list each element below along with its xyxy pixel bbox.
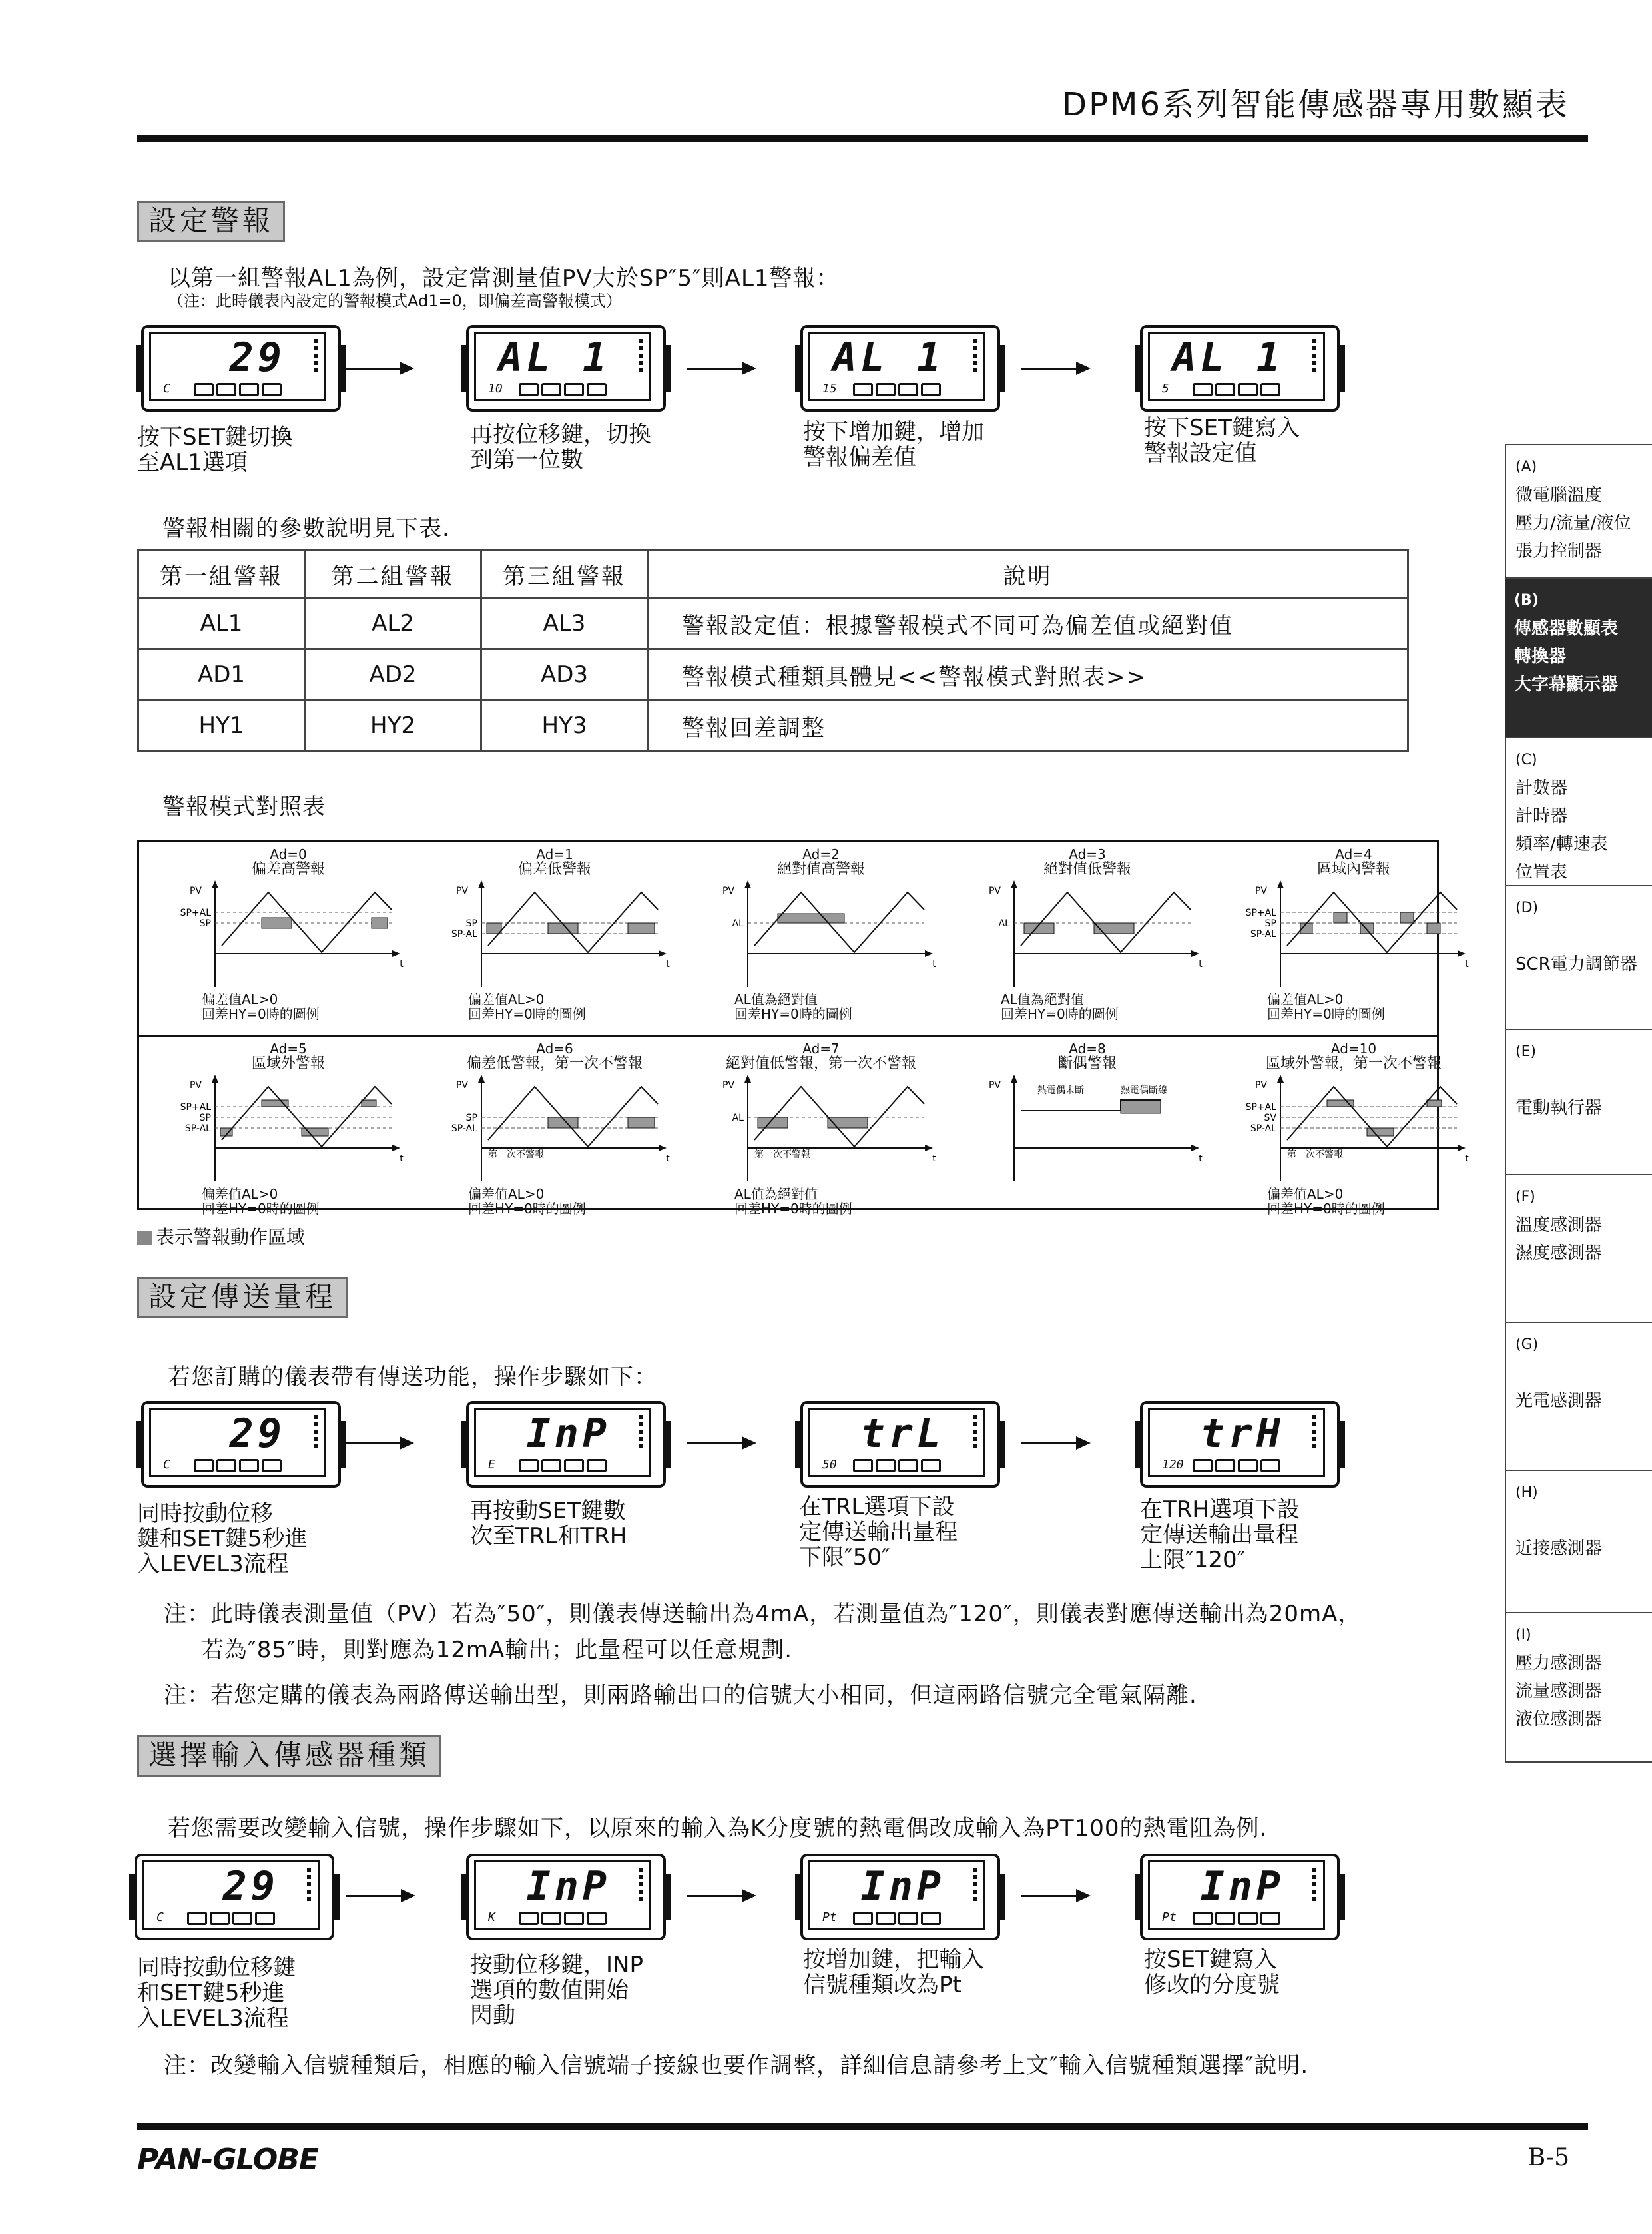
alarm-mode-panel bbox=[428, 1039, 681, 1219]
mode-graph bbox=[961, 879, 1214, 992]
mode-code: Ad=3 bbox=[1069, 846, 1106, 862]
meter-pv: trH bbox=[1200, 1410, 1284, 1457]
table-row bbox=[138, 598, 1408, 649]
axis-arrow-icon bbox=[478, 1075, 485, 1083]
mode-graph bbox=[428, 879, 681, 992]
mode-note: 回差HY=0時的圖例 bbox=[468, 1006, 586, 1022]
pv-label: PV bbox=[722, 1080, 734, 1091]
meter-pv: AL 1 bbox=[832, 334, 945, 381]
mode-code: Ad=10 bbox=[1330, 1041, 1377, 1057]
axis-arrow-icon bbox=[392, 1145, 400, 1151]
mode-code: Ad=6 bbox=[536, 1041, 573, 1057]
legend-text: 表示警報動作區域 bbox=[156, 1226, 306, 1248]
meter-sv: Pt bbox=[822, 1910, 837, 1924]
arrow-icon bbox=[346, 1895, 413, 1897]
pv-label: PV bbox=[189, 1080, 202, 1091]
meter-step4 bbox=[1140, 1854, 1340, 1940]
axis-arrow-icon bbox=[1011, 880, 1017, 888]
table-intro: 警報相關的參數說明見下表. bbox=[162, 515, 450, 542]
sidebar-item-code: (I) bbox=[1515, 1627, 1531, 1643]
sidebar-item-label: 大字幕顯示器 bbox=[1514, 675, 1619, 695]
meter-pv: InP bbox=[526, 1410, 611, 1457]
sidebar-item-label: 頻率/轉速表 bbox=[1515, 834, 1608, 854]
mode-graph bbox=[162, 1073, 415, 1187]
mode-name: 偏差高警報 bbox=[251, 861, 325, 878]
alarm-mode-chart bbox=[137, 840, 1469, 1217]
sidebar-item-code: (G) bbox=[1515, 1336, 1539, 1353]
meter-sv: Pt bbox=[1162, 1910, 1177, 1924]
sidebar-item-label: SCR電力調節器 bbox=[1515, 954, 1637, 974]
mode-code: Ad=1 bbox=[536, 846, 573, 862]
alarm-mode-panel bbox=[162, 844, 415, 1024]
pv-wave bbox=[1021, 892, 1191, 952]
step-caption: 按下SET鍵寫入 警報設定值 bbox=[1144, 415, 1300, 467]
meter-keys bbox=[519, 1459, 609, 1475]
meter-step3 bbox=[800, 1854, 1000, 1940]
footer-rule bbox=[137, 2123, 1588, 2130]
reference-label: SP+AL bbox=[1245, 1102, 1276, 1113]
reference-label: SP bbox=[199, 1113, 211, 1123]
meter-step1 bbox=[141, 325, 341, 412]
step-caption: 在TRL選項下設 定傳送輸出量程 下限″50″ bbox=[799, 1494, 958, 1571]
mode-code: Ad=4 bbox=[1335, 846, 1372, 862]
reference-label: SP bbox=[465, 1113, 477, 1123]
arrow-icon bbox=[687, 1895, 754, 1897]
reference-label: SP+AL bbox=[1245, 908, 1276, 918]
meter-step2 bbox=[466, 325, 666, 412]
time-label: t bbox=[1465, 959, 1469, 970]
page-number: B-5 bbox=[1527, 2144, 1569, 2171]
mode-note: 回差HY=0時的圖例 bbox=[1267, 1201, 1385, 1217]
sidebar-item-label: 電動執行器 bbox=[1515, 1098, 1603, 1118]
axis-arrow-icon bbox=[1277, 1075, 1284, 1083]
mode-graph bbox=[961, 1073, 1214, 1187]
step-caption: 同時按動位移 鍵和SET鍵5秒進 入LEVEL3流程 bbox=[137, 1500, 308, 1577]
pv-label: PV bbox=[1254, 1080, 1267, 1091]
mode-name: 區域內警報 bbox=[1316, 861, 1390, 878]
alarm-region bbox=[362, 1100, 376, 1107]
sidebar-item-label: 張力控制器 bbox=[1515, 541, 1603, 561]
pv-wave bbox=[754, 1087, 924, 1147]
meter-sv: C bbox=[163, 1458, 170, 1472]
table-cell: AD1 bbox=[138, 649, 305, 700]
sidebar-item-label: 溫度感測器 bbox=[1515, 1215, 1603, 1235]
alarm-region bbox=[262, 918, 292, 928]
mode-note: 偏差值AL>0 bbox=[1267, 991, 1344, 1007]
reference-label: SP bbox=[465, 918, 477, 929]
alarm-mode-panel bbox=[162, 1039, 415, 1219]
sidebar-item-label bbox=[1515, 1507, 1652, 1535]
meter-pv: InP bbox=[1200, 1863, 1284, 1910]
sidebar-item-0[interactable] bbox=[1505, 445, 1652, 579]
transmit-intro: 若您訂購的儀表帶有傳送功能，操作步驟如下： bbox=[168, 1364, 657, 1390]
reference-label: SP-AL bbox=[1250, 929, 1276, 940]
table-cell: AL2 bbox=[305, 598, 481, 649]
chart-title: 警報模式對照表 bbox=[162, 794, 326, 820]
mode-note: 偏差值AL>0 bbox=[468, 1186, 545, 1202]
sidebar-item-label: 近接感測器 bbox=[1515, 1539, 1603, 1559]
mode-code: Ad=5 bbox=[270, 1041, 307, 1057]
sidebar-item-label: 壓力/流量/液位 bbox=[1515, 513, 1631, 533]
time-label: t bbox=[400, 959, 404, 970]
tc-ok-label: 熱電偶未斷 bbox=[1037, 1085, 1084, 1096]
mode-note: 偏差值AL>0 bbox=[1267, 1186, 1344, 1202]
reference-label: SP-AL bbox=[451, 929, 477, 940]
mode-graph bbox=[1227, 1073, 1480, 1187]
pv-wave bbox=[1287, 1087, 1457, 1147]
sidebar-item-label bbox=[1515, 1359, 1652, 1387]
pv-wave bbox=[222, 1087, 392, 1147]
sidebar-item-code: (E) bbox=[1515, 1043, 1537, 1060]
axis-arrow-icon bbox=[744, 880, 751, 888]
meter-pv: InP bbox=[526, 1863, 611, 1910]
chart-divider bbox=[139, 1035, 1437, 1037]
meter-sv: E bbox=[488, 1458, 495, 1472]
sidebar-item-label: 轉換器 bbox=[1514, 647, 1567, 667]
sidebar-item-label: 傳感器數顯表 bbox=[1514, 619, 1619, 639]
mode-graph bbox=[694, 879, 948, 992]
meter-keys bbox=[194, 383, 284, 399]
alarm-region bbox=[628, 923, 655, 934]
mode-note: 回差HY=0時的圖例 bbox=[734, 1201, 852, 1217]
sidebar-item-2[interactable] bbox=[1505, 738, 1652, 886]
meter-step4 bbox=[1140, 1401, 1340, 1488]
table-cell: HY2 bbox=[305, 700, 481, 752]
meter-step2 bbox=[466, 1854, 666, 1940]
table-cell: HY3 bbox=[481, 700, 648, 752]
mode-note: AL值為絕對值 bbox=[1001, 991, 1084, 1007]
meter-pv: 29 bbox=[229, 334, 286, 381]
alarm-region bbox=[1334, 912, 1347, 923]
reference-label: SP bbox=[1264, 918, 1276, 929]
input-intro: 若您需要改變輸入信號，操作步驟如下，以原來的輸入為K分度號的熱電偶改成輸入為PT100的熱電阻為例. bbox=[168, 1815, 1268, 1842]
sidebar-item-7[interactable] bbox=[1505, 1471, 1652, 1613]
reference-label: SP-AL bbox=[451, 1123, 477, 1134]
section-title-transmit: 設定傳送量程 bbox=[137, 1277, 348, 1318]
axis-arrow-icon bbox=[659, 1145, 667, 1151]
sidebar-item-code: (A) bbox=[1515, 459, 1537, 475]
meter-keys bbox=[194, 1459, 284, 1475]
sidebar-item-4[interactable] bbox=[1505, 1030, 1652, 1175]
alarm-mode-panel bbox=[694, 844, 948, 1024]
meter-step3 bbox=[800, 325, 1000, 412]
meter-pv: trL bbox=[860, 1410, 945, 1457]
mode-name: 區域外警報 bbox=[251, 1055, 325, 1072]
alarm-mode-panel bbox=[961, 1039, 1214, 1219]
sidebar-item-label: 液位感測器 bbox=[1515, 1709, 1603, 1729]
meter-keys bbox=[853, 1459, 944, 1475]
axis-arrow-icon bbox=[392, 950, 400, 957]
table-header-row bbox=[138, 551, 1408, 598]
axis-arrow-icon bbox=[925, 950, 933, 957]
step-caption: 按SET鍵寫入 修改的分度號 bbox=[1144, 1946, 1280, 1998]
meter-keys bbox=[1193, 383, 1283, 399]
axis-arrow-icon bbox=[1277, 880, 1284, 888]
axis-arrow-icon bbox=[1011, 1075, 1017, 1083]
axis-arrow-icon bbox=[212, 1075, 218, 1083]
alarm-region bbox=[1427, 1100, 1442, 1107]
sidebar-item-label: 流量感測器 bbox=[1515, 1681, 1603, 1701]
step-caption: 按動位移鍵，INP 選項的數值開始 閃動 bbox=[470, 1952, 643, 2029]
mode-code: Ad=7 bbox=[802, 1041, 840, 1057]
arrow-icon bbox=[345, 368, 412, 370]
step-caption: 在TRH選項下設 定傳送輸出量程 上限″120″ bbox=[1140, 1496, 1300, 1573]
mode-note: 偏差值AL>0 bbox=[202, 991, 278, 1007]
pv-label: PV bbox=[988, 1080, 1001, 1091]
section-title-input: 選擇輸入傳感器種類 bbox=[137, 1735, 441, 1777]
alarm-region bbox=[372, 918, 388, 928]
pv-wave bbox=[488, 1087, 658, 1147]
sidebar-item-label bbox=[1515, 922, 1652, 950]
legend-swatch-icon bbox=[137, 1231, 152, 1245]
sidebar-item-5[interactable] bbox=[1505, 1175, 1652, 1323]
table-cell: AD3 bbox=[481, 649, 648, 700]
time-label: t bbox=[666, 1153, 670, 1164]
header-title: DPM6系列智能傳感器專用數顯表 bbox=[1062, 86, 1569, 123]
pv-label: PV bbox=[988, 886, 1001, 896]
mode-note: 回差HY=0時的圖例 bbox=[468, 1201, 586, 1217]
section-title-alarm: 設定警報 bbox=[137, 201, 285, 242]
pv-wave bbox=[488, 892, 658, 952]
mode-note: 回差HY=0時的圖例 bbox=[202, 1201, 320, 1217]
meter-pv: 29 bbox=[229, 1410, 286, 1457]
mode-name: 偏差低警報，第一次不警報 bbox=[466, 1055, 643, 1072]
meter-sv: C bbox=[156, 1910, 164, 1924]
mode-name: 偏差低警報 bbox=[517, 861, 591, 878]
meter-keys bbox=[519, 1912, 609, 1928]
mode-note: AL值為絕對值 bbox=[734, 1186, 818, 1202]
meter-sv: 10 bbox=[488, 382, 503, 396]
header-rule bbox=[137, 135, 1588, 142]
sidebar-item-label: 位置表 bbox=[1515, 862, 1568, 882]
axis-arrow-icon bbox=[212, 880, 218, 888]
meter-sv: 120 bbox=[1162, 1458, 1184, 1472]
axis-arrow-icon bbox=[1458, 950, 1466, 957]
arrow-icon bbox=[1021, 368, 1088, 370]
transmit-note-2: 注：若您定購的儀表為兩路傳送輸出型，則兩路輸出口的信號大小相同，但這兩路信號完全電氣隔離. bbox=[164, 1682, 1197, 1709]
arrow-icon bbox=[345, 1442, 412, 1444]
first-no-alarm-label: 第一次不警報 bbox=[1287, 1149, 1343, 1160]
mode-name: 區域外警報，第一次不警報 bbox=[1265, 1055, 1442, 1072]
table-header-cell: 第一組警報 bbox=[138, 551, 305, 598]
meter-keys bbox=[1193, 1459, 1283, 1475]
reference-label: SV bbox=[1264, 1113, 1276, 1123]
brand-logo: PAN-GLOBE bbox=[137, 2143, 318, 2177]
meter-step3 bbox=[800, 1401, 1000, 1488]
axis-arrow-icon bbox=[1191, 950, 1199, 957]
step-caption: 再按位移鍵，切換 到第一位數 bbox=[470, 421, 651, 473]
meter-keys bbox=[1193, 1912, 1283, 1928]
table-cell: AD2 bbox=[305, 649, 481, 700]
step-caption: 按下增加鍵，增加 警報偏差值 bbox=[803, 419, 984, 471]
meter-sv: 5 bbox=[1162, 382, 1169, 396]
mode-code: Ad=0 bbox=[270, 846, 307, 862]
axis-arrow-icon bbox=[659, 950, 667, 957]
sidebar-item-label bbox=[1515, 1066, 1652, 1094]
input-note: 注：改變輸入信號種類后，相應的輸入信號端子接線也要作調整，詳細信息請參考上文″輸入信號種類選擇″說明. bbox=[164, 2052, 1309, 2079]
reference-label: SP+AL bbox=[180, 1102, 211, 1113]
alarm-note: （注：此時儀表內設定的警報模式Ad1=0，即偏差高警報模式） bbox=[168, 292, 622, 310]
mode-note: 回差HY=0時的圖例 bbox=[202, 1006, 320, 1022]
alarm-region bbox=[1427, 923, 1440, 934]
sidebar-item-code: (F) bbox=[1515, 1189, 1535, 1205]
reference-label: SP bbox=[199, 918, 211, 929]
meter-pv: 29 bbox=[222, 1863, 279, 1910]
alarm-mode-panel bbox=[428, 844, 681, 1024]
alarm-intro: 以第一組警報AL1為例，設定當測量值PV大於SP″5″則AL1警報： bbox=[168, 265, 840, 292]
meter-step2 bbox=[466, 1401, 666, 1488]
table-cell: HY1 bbox=[138, 700, 305, 752]
pv-label: PV bbox=[1254, 886, 1267, 896]
sidebar-item-label: 濕度感測器 bbox=[1515, 1243, 1603, 1263]
table-cell: AL3 bbox=[481, 598, 648, 649]
tc-broken-label: 熱電偶斷線 bbox=[1121, 1085, 1167, 1096]
mode-graph bbox=[694, 1073, 948, 1187]
sidebar-item-code: (C) bbox=[1515, 752, 1537, 768]
meter-sv: C bbox=[163, 382, 170, 396]
pv-label: PV bbox=[722, 886, 734, 896]
meter-pv: AL 1 bbox=[498, 334, 611, 381]
alarm-mode-panel bbox=[1227, 844, 1480, 1024]
alarm-region bbox=[1121, 1100, 1161, 1113]
time-label: t bbox=[666, 959, 670, 970]
pv-wave bbox=[1287, 892, 1457, 952]
alarm-mode-panel bbox=[1227, 1039, 1480, 1219]
first-no-alarm-label: 第一次不警報 bbox=[488, 1149, 544, 1160]
arrow-icon bbox=[1021, 1442, 1088, 1444]
arrow-icon bbox=[1021, 1895, 1088, 1897]
sidebar-item-label: 光電感測器 bbox=[1515, 1391, 1603, 1411]
time-label: t bbox=[932, 1153, 936, 1164]
reference-label: AL bbox=[998, 918, 1010, 929]
sidebar-item-label: 計時器 bbox=[1515, 806, 1568, 826]
transmit-note-1a: 注：此時儀表測量值（PV）若為″50″，則儀表傳送輸出為4mA，若測量值為″120″，則儀表對應傳送輸出為20mA， bbox=[164, 1601, 1362, 1627]
mode-name: 絕對值低警報，第一次不警報 bbox=[725, 1055, 916, 1072]
mode-note: 回差HY=0時的圖例 bbox=[1001, 1006, 1119, 1022]
meter-pv: InP bbox=[860, 1863, 945, 1910]
mode-name: 斷偶警報 bbox=[1057, 1055, 1117, 1072]
alarm-parameter-table bbox=[137, 549, 1409, 752]
sidebar-item-8[interactable] bbox=[1505, 1613, 1652, 1763]
mode-code: Ad=8 bbox=[1069, 1041, 1106, 1057]
sidebar-item-3[interactable] bbox=[1505, 886, 1652, 1030]
mode-note: 回差HY=0時的圖例 bbox=[734, 1006, 852, 1022]
transmit-note-1b: 若為″85″時，則對應為12mA輸出；此量程可以任意規劃. bbox=[201, 1637, 793, 1663]
table-cell: 警報模式種類具體見<<警報模式對照表>> bbox=[648, 649, 1408, 700]
first-no-alarm-label: 第一次不警報 bbox=[754, 1149, 810, 1160]
alarm-region bbox=[628, 1117, 655, 1128]
table-cell: 警報設定值：根據警報模式不同可為偏差值或絕對值 bbox=[648, 598, 1408, 649]
table-row bbox=[138, 700, 1408, 752]
alarm-mode-panel bbox=[961, 844, 1214, 1024]
mode-graph bbox=[162, 879, 415, 992]
table-header-cell: 說明 bbox=[648, 551, 1408, 598]
meter-pv: AL 1 bbox=[1172, 334, 1284, 381]
arrow-icon bbox=[687, 1442, 754, 1444]
time-label: t bbox=[1199, 959, 1203, 970]
pv-label: PV bbox=[455, 886, 468, 896]
mode-note: 偏差值AL>0 bbox=[202, 1186, 278, 1202]
reference-label: AL bbox=[732, 918, 744, 929]
meter-keys bbox=[187, 1912, 278, 1928]
step-caption: 按增加鍵，把輸入 信號種類改為Pt bbox=[803, 1946, 984, 1998]
mode-note: 回差HY=0時的圖例 bbox=[1267, 1006, 1385, 1022]
meter-keys bbox=[853, 1912, 944, 1928]
reference-label: SP+AL bbox=[180, 908, 211, 918]
sidebar-item-1[interactable] bbox=[1505, 579, 1652, 738]
sidebar-item-code: (B) bbox=[1514, 592, 1539, 609]
step-caption: 再按動SET鍵數 次至TRL和TRH bbox=[470, 1498, 627, 1549]
meter-sv: 50 bbox=[822, 1458, 837, 1472]
table-row bbox=[138, 649, 1408, 700]
pv-wave bbox=[222, 892, 392, 952]
table-header-cell: 第三組警報 bbox=[481, 551, 648, 598]
pv-label: PV bbox=[455, 1080, 468, 1091]
time-label: t bbox=[400, 1153, 404, 1164]
meter-sv: K bbox=[488, 1910, 495, 1924]
sidebar-item-label: 計數器 bbox=[1515, 778, 1568, 798]
time-label: t bbox=[932, 959, 936, 970]
axis-arrow-icon bbox=[925, 1145, 933, 1151]
pv-label: PV bbox=[189, 886, 202, 896]
meter-step4 bbox=[1140, 325, 1340, 412]
meter-step1 bbox=[135, 1854, 334, 1940]
meter-sv: 15 bbox=[822, 382, 837, 396]
mode-name: 絕對值低警報 bbox=[1043, 861, 1131, 878]
mode-graph bbox=[428, 1073, 681, 1187]
sidebar-item-label: 壓力感測器 bbox=[1515, 1653, 1603, 1673]
mode-note: AL值為絕對值 bbox=[734, 991, 818, 1007]
axis-arrow-icon bbox=[1191, 1145, 1199, 1151]
axis-arrow-icon bbox=[478, 880, 485, 888]
sidebar-item-label: 微電腦溫度 bbox=[1515, 485, 1603, 505]
legend bbox=[137, 1223, 305, 1249]
sidebar-item-code: (H) bbox=[1515, 1484, 1538, 1501]
alarm-region bbox=[1400, 912, 1414, 923]
mode-note: 偏差值AL>0 bbox=[468, 991, 545, 1007]
meter-keys bbox=[853, 383, 944, 399]
mode-name: 絕對值高警報 bbox=[776, 861, 865, 878]
meter-keys bbox=[519, 383, 609, 399]
alarm-region bbox=[778, 914, 844, 923]
table-cell: AL1 bbox=[138, 598, 305, 649]
category-sidebar bbox=[1505, 444, 1652, 1763]
step-caption: 同時按動位移鍵 和SET鍵5秒進 入LEVEL3流程 bbox=[137, 1954, 296, 2032]
arrow-icon bbox=[687, 368, 754, 370]
table-header-cell: 第二組警報 bbox=[305, 551, 481, 598]
reference-label: SP-AL bbox=[184, 1123, 211, 1134]
meter-step1 bbox=[141, 1401, 341, 1488]
time-label: t bbox=[1465, 1153, 1469, 1164]
time-label: t bbox=[1199, 1153, 1203, 1164]
axis-arrow-icon bbox=[744, 1075, 751, 1083]
step-caption: 按下SET鍵切換 至AL1選項 bbox=[137, 424, 293, 476]
mode-graph bbox=[1227, 879, 1480, 992]
reference-label: SP-AL bbox=[1250, 1123, 1276, 1134]
sidebar-item-code: (D) bbox=[1515, 900, 1539, 916]
alarm-mode-panel bbox=[694, 1039, 948, 1219]
mode-code: Ad=2 bbox=[802, 846, 840, 862]
sidebar-item-6[interactable] bbox=[1505, 1323, 1652, 1471]
reference-label: AL bbox=[732, 1113, 744, 1123]
table-cell: 警報回差調整 bbox=[648, 700, 1408, 752]
axis-arrow-icon bbox=[1458, 1145, 1466, 1151]
